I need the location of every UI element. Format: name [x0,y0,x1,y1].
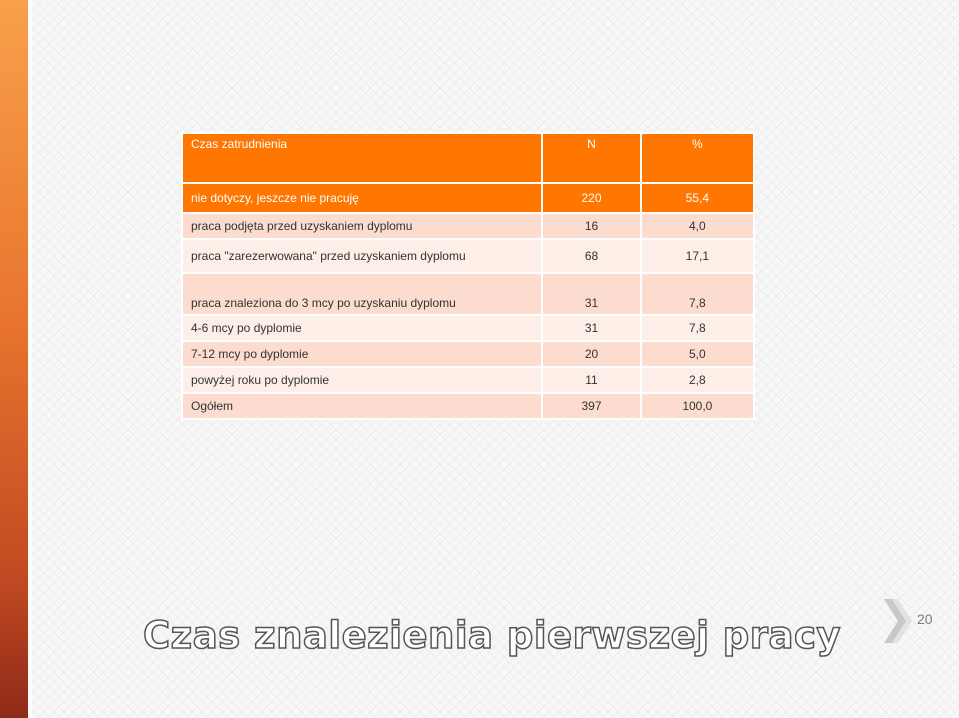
table-row [182,315,754,341]
row-n: 31 [542,315,640,341]
row-n: 20 [542,341,640,367]
row-pct: 55,4 [641,183,754,213]
row-pct: 100,0 [641,393,754,419]
table-row [182,213,754,239]
page-number: 20 [917,611,933,627]
row-pct: 2,8 [641,367,754,393]
row-pct: 17,1 [641,239,754,273]
row-pct: 4,0 [641,213,754,239]
employment-time-table [181,132,755,420]
row-pct: 7,8 [641,315,754,341]
side-accent-bar-edge [28,0,32,718]
row-label: 7-12 mcy po dyplomie [182,341,542,367]
row-pct: 5,0 [641,341,754,367]
slide-title: Czas znalezienia pierwszej pracy [143,614,842,657]
header-pct: % [641,133,754,183]
side-accent-bar [0,0,28,718]
row-n: 397 [542,393,640,419]
row-n: 31 [542,273,640,315]
row-label: Ogółem [182,393,542,419]
table-row [182,341,754,367]
row-label: 4-6 mcy po dyplomie [182,315,542,341]
table-row-total [182,393,754,419]
table-row [182,183,754,213]
row-pct: 7,8 [641,273,754,315]
row-n: 11 [542,367,640,393]
table-header-row [182,133,754,183]
header-n: N [542,133,640,183]
row-label: praca znaleziona do 3 mcy po uzyskaniu dyplomu [182,273,542,315]
row-label: praca podjęta przed uzyskaniem dyplomu [182,213,542,239]
table-row [182,367,754,393]
row-n: 16 [542,213,640,239]
row-label: powyżej roku po dyplomie [182,367,542,393]
table-row [182,239,754,273]
row-label: praca "zarezerwowana" przed uzyskaniem dyplomu [182,239,542,273]
row-label: nie dotyczy, jeszcze nie pracuję [182,183,542,213]
chevron-right-icon [884,597,914,645]
header-label: Czas zatrudnienia [182,133,542,183]
table-row [182,273,754,315]
row-n: 220 [542,183,640,213]
row-n: 68 [542,239,640,273]
